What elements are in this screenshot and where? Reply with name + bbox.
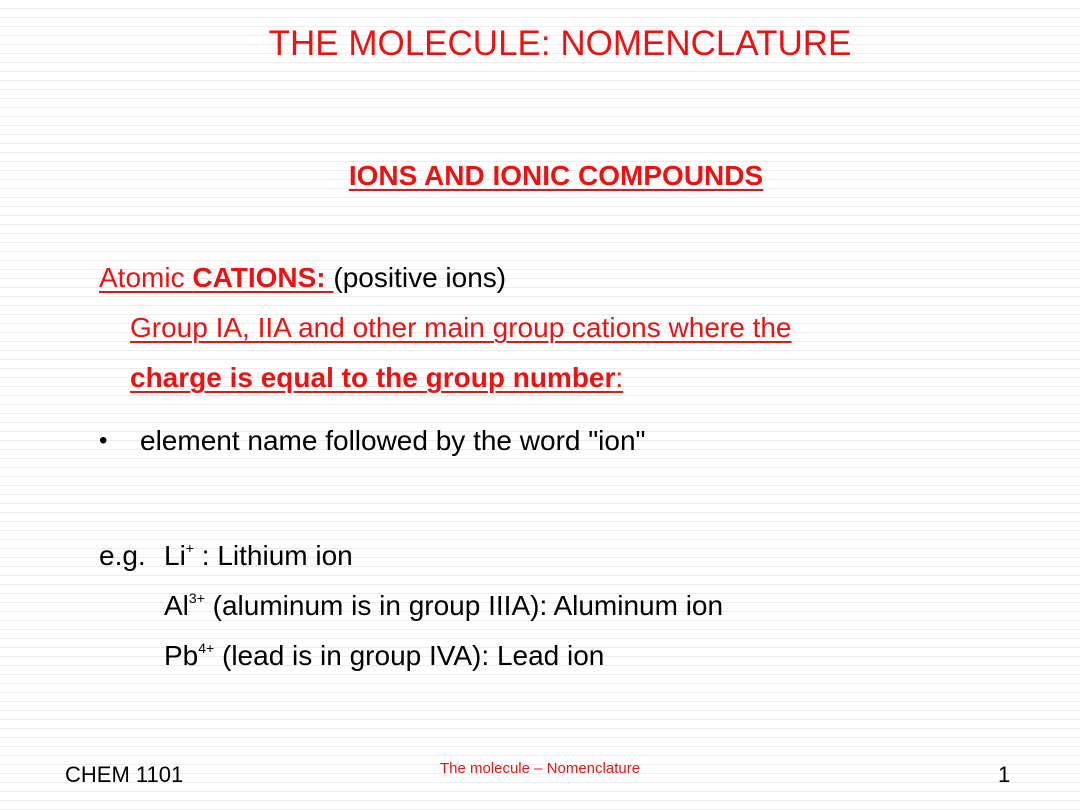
ion-charge: 3+: [188, 590, 205, 606]
group-line-1: Group IA, IIA and other main group cations where the: [130, 312, 792, 343]
ion-symbol: Pb: [164, 640, 199, 671]
group-line-2-end: :: [615, 362, 624, 393]
slide-title: THE MOLECULE: NOMENCLATURE: [268, 24, 852, 63]
example-item: [164, 640, 604, 672]
bullet-icon: •: [99, 427, 108, 454]
ion-charge: 4+: [198, 640, 215, 656]
ion-description: (lead is in group IVA): Lead ion: [214, 640, 605, 671]
cations-heading: [99, 262, 506, 294]
section-heading: IONS AND IONIC COMPOUNDS: [348, 160, 764, 191]
cations-heading-underlined: [99, 262, 333, 293]
ion-charge: +: [185, 540, 194, 556]
ion-description: (aluminum is in group IIIA): Aluminum ion: [204, 590, 724, 621]
group-line-2-bold: charge is equal to the group number: [130, 362, 616, 393]
footer-course: CHEM 1101: [65, 762, 184, 787]
examples-label: e.g.: [99, 540, 146, 571]
bullet-text: element name followed by the word "ion": [140, 425, 646, 456]
cations-heading-prefix: Atomic: [99, 262, 193, 293]
cations-heading-bold: CATIONS:: [192, 262, 334, 293]
footer-title: The molecule – Nomenclature: [439, 760, 641, 777]
ion-symbol: Li: [164, 540, 186, 571]
example-item: [164, 540, 353, 572]
ion-description: : Lithium ion: [193, 540, 353, 571]
page-number: 1: [998, 762, 1011, 787]
example-item: [164, 590, 723, 622]
group-line-2: [130, 362, 623, 394]
cations-heading-suffix: (positive ions): [333, 262, 507, 293]
ion-symbol: Al: [164, 590, 189, 621]
